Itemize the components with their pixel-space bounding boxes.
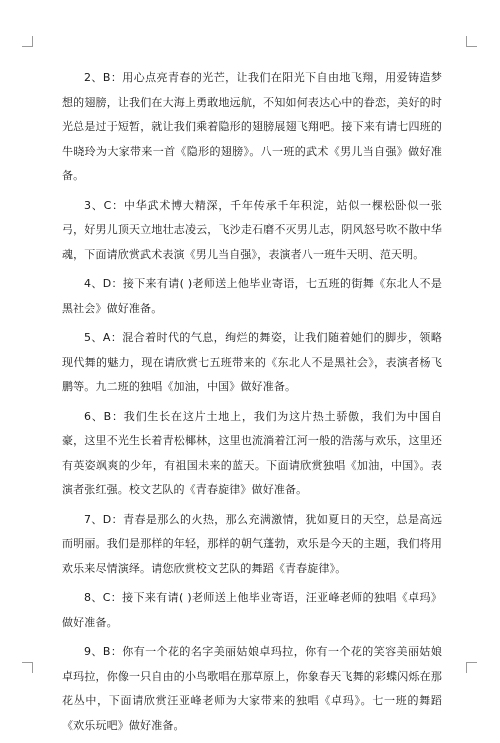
paragraph-5: 5、A：混合着时代的气息，绚烂的舞姿，让我们随着她们的脚步，领略现代舞的魅力，现在请欣赏七五班带来的《东北人不是黑社会》，表演者杨飞鹏等。九二班的独唱《加油，中国》做好准备。 <box>62 331 442 393</box>
document-body <box>62 66 442 743</box>
paragraph-4: 4、D：接下来有请( )老师送上他毕业寄语，七五班的街舞《东北人不是黑社会》做好准备。 <box>62 277 442 315</box>
crop-mark-top-left <box>22 36 33 47</box>
paragraph-3: 3、C：中华武术博大精深，千年传承千年积淀，站似一棵松卧似一张弓，好男儿顶天立地壮志凌云，飞沙走石磨不灭男儿志，阴风怒号吹不散中华魂，下面请欣赏武术表演《男儿当自强》，表演者八一班牛天明、范天明。 <box>62 198 442 261</box>
paragraph-8: 8、C：接下来有请( )老师送上他毕业寄语，汪亚峰老师的独唱《卓玛》做好准备。 <box>62 591 442 629</box>
crop-mark-top-right <box>466 36 477 47</box>
paragraph-2: 2、B：用心点亮青春的光芒，让我们在阳光下自由地飞翔，用爱铸造梦想的翅膀，让我们在大海上勇敢地远航，不知如何表达心中的眷恋，美好的时光总是过于短暂，就让我们乘着隐形的翅膀展翅飞翔吧。接下来有请七四班的牛晓玲为大家带来一首《隐形的翅膀》。八一班的武术《男儿当自强》做好准备。 <box>62 71 442 182</box>
paragraph-6: 6、B：我们生长在这片土地上，我们为这片热土骄傲，我们为中国自豪，这里不光生长着青松椰林，这里也流淌着江河一般的浩荡与欢乐，这里还有英姿飒爽的少年，有祖国未来的蓝天。下面请欣赏独唱《加油，中国》。表演者张红强。校文艺队的《青春旋律》做好准备。 <box>62 409 442 496</box>
crop-mark-bottom-right <box>466 662 477 673</box>
paragraph-7: 7、D：青春是那么的火热，那么充满激情，犹如夏日的天空，总是高远而明丽。我们是那样的年轻，那样的朝气蓬勃，欢乐是今天的主题，我们将用欢乐来尽情演绎。请您欣赏校文艺队的舞蹈《青春旋律》。 <box>62 512 442 575</box>
paragraph-9: 9、B：你有一个花的名字美丽姑娘卓玛拉，你有一个花的笑容美丽姑娘卓玛拉，你像一只自由的小鸟歌唱在那草原上，你象春天飞舞的彩蝶闪烁在那花丛中，下面请欣赏汪亚峰老师为大家带来的独唱《卓玛》。七一班的舞蹈《欢乐玩吧》做好准备。 <box>62 645 442 732</box>
crop-mark-bottom-left <box>22 662 33 673</box>
